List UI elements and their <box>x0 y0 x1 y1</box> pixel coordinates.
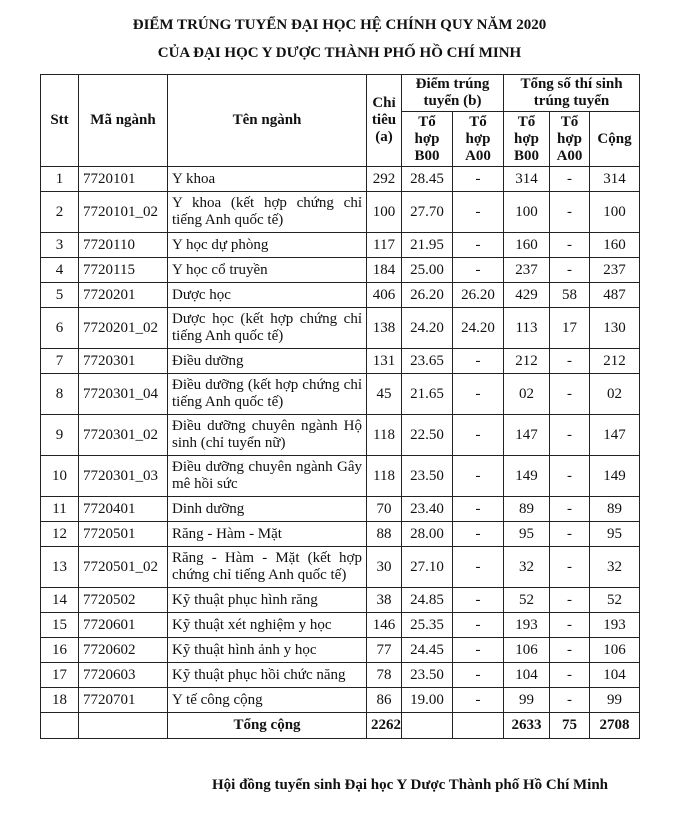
header-score-group: Điểm trúng tuyển (b) <box>402 75 504 112</box>
admitted-total-cell: 149 <box>590 456 640 497</box>
table-row <box>41 349 640 374</box>
admitted-b00-cell: 237 <box>504 258 550 283</box>
score-b00-cell: 23.50 <box>402 456 453 497</box>
admitted-b00-cell: 106 <box>504 638 550 663</box>
score-b00-cell: 19.00 <box>402 688 453 713</box>
header-name: Tên ngành <box>168 75 367 167</box>
table-row <box>41 588 640 613</box>
admitted-total-cell: 100 <box>590 192 640 233</box>
admitted-b00-cell: 212 <box>504 349 550 374</box>
stt-cell: 6 <box>41 308 79 349</box>
admitted-a00-cell: - <box>550 663 590 688</box>
table-row <box>41 167 640 192</box>
score-a00-cell: - <box>453 349 504 374</box>
admitted-total-cell: 160 <box>590 233 640 258</box>
admitted-a00-cell: 17 <box>550 308 590 349</box>
table-row <box>41 233 640 258</box>
admitted-b00-cell: 147 <box>504 415 550 456</box>
total-empty-code <box>79 713 168 739</box>
admitted-a00-cell: - <box>550 374 590 415</box>
admitted-a00-cell: - <box>550 258 590 283</box>
stt-cell: 13 <box>41 547 79 588</box>
name-cell: Kỹ thuật phục hồi chức năng <box>168 663 367 688</box>
admitted-a00-cell: - <box>550 522 590 547</box>
score-a00-cell: - <box>453 167 504 192</box>
admitted-a00-cell: 58 <box>550 283 590 308</box>
admitted-total-cell: 95 <box>590 522 640 547</box>
name-cell: Dược học (kết hợp chứng chỉ tiếng Anh quốc tế) <box>168 308 367 349</box>
admitted-b00-cell: 32 <box>504 547 550 588</box>
stt-cell: 10 <box>41 456 79 497</box>
score-a00-cell: - <box>453 547 504 588</box>
total-label: Tổng cộng <box>168 713 367 739</box>
code-cell: 7720401 <box>79 497 168 522</box>
header-score-a00: Tổ hợp A00 <box>453 112 504 167</box>
admitted-b00-cell: 149 <box>504 456 550 497</box>
name-cell: Y khoa (kết hợp chứng chỉ tiếng Anh quốc tế) <box>168 192 367 233</box>
admitted-a00-cell: - <box>550 547 590 588</box>
score-b00-cell: 23.40 <box>402 497 453 522</box>
admitted-b00-cell: 314 <box>504 167 550 192</box>
admitted-b00-cell: 104 <box>504 663 550 688</box>
header-admitted-group: Tổng số thí sinh trúng tuyển <box>504 75 640 112</box>
score-a00-cell: 24.20 <box>453 308 504 349</box>
admitted-a00-cell: - <box>550 456 590 497</box>
admitted-total-cell: 237 <box>590 258 640 283</box>
score-b00-cell: 28.00 <box>402 522 453 547</box>
name-cell: Kỹ thuật hình ảnh y học <box>168 638 367 663</box>
score-a00-cell: - <box>453 638 504 663</box>
code-cell: 7720502 <box>79 588 168 613</box>
stt-cell: 2 <box>41 192 79 233</box>
stt-cell: 4 <box>41 258 79 283</box>
quota-cell: 86 <box>367 688 402 713</box>
admitted-total-cell: 99 <box>590 688 640 713</box>
admitted-a00-cell: - <box>550 613 590 638</box>
score-a00-cell: - <box>453 374 504 415</box>
name-cell: Y học dự phòng <box>168 233 367 258</box>
code-cell: 7720301_03 <box>79 456 168 497</box>
score-b00-cell: 21.65 <box>402 374 453 415</box>
admitted-total-cell: 130 <box>590 308 640 349</box>
admitted-b00-cell: 100 <box>504 192 550 233</box>
name-cell: Dược học <box>168 283 367 308</box>
total-empty-score-a00 <box>453 713 504 739</box>
admitted-b00-cell: 52 <box>504 588 550 613</box>
admitted-total-cell: 106 <box>590 638 640 663</box>
table-row <box>41 522 640 547</box>
name-cell: Kỹ thuật phục hình răng <box>168 588 367 613</box>
score-a00-cell: - <box>453 688 504 713</box>
admitted-b00-cell: 95 <box>504 522 550 547</box>
score-b00-cell: 24.85 <box>402 588 453 613</box>
table-row <box>41 258 640 283</box>
stt-cell: 3 <box>41 233 79 258</box>
name-cell: Điều dưỡng <box>168 349 367 374</box>
admitted-a00-cell: - <box>550 349 590 374</box>
admitted-a00-cell: - <box>550 638 590 663</box>
code-cell: 7720501_02 <box>79 547 168 588</box>
table-row <box>41 613 640 638</box>
admitted-b00-cell: 89 <box>504 497 550 522</box>
admitted-total-cell: 52 <box>590 588 640 613</box>
admitted-b00-cell: 160 <box>504 233 550 258</box>
admitted-a00-cell: - <box>550 192 590 233</box>
code-cell: 7720501 <box>79 522 168 547</box>
admitted-b00-cell: 02 <box>504 374 550 415</box>
quota-cell: 38 <box>367 588 402 613</box>
total-row <box>41 713 640 739</box>
score-b00-cell: 26.20 <box>402 283 453 308</box>
admitted-b00-cell: 113 <box>504 308 550 349</box>
quota-cell: 406 <box>367 283 402 308</box>
admitted-b00-cell: 429 <box>504 283 550 308</box>
score-a00-cell: - <box>453 456 504 497</box>
admitted-a00-cell: - <box>550 233 590 258</box>
table-row <box>41 192 640 233</box>
quota-cell: 117 <box>367 233 402 258</box>
code-cell: 7720115 <box>79 258 168 283</box>
code-cell: 7720110 <box>79 233 168 258</box>
table-row <box>41 688 640 713</box>
table-row <box>41 547 640 588</box>
stt-cell: 7 <box>41 349 79 374</box>
admitted-b00-cell: 99 <box>504 688 550 713</box>
admitted-total-cell: 89 <box>590 497 640 522</box>
table-row <box>41 456 640 497</box>
code-cell: 7720301_02 <box>79 415 168 456</box>
score-a00-cell: - <box>453 192 504 233</box>
header-admitted-a00: Tổ hợp A00 <box>550 112 590 167</box>
name-cell: Điều dưỡng (kết hợp chứng chỉ tiếng Anh quốc tế) <box>168 374 367 415</box>
table-row <box>41 638 640 663</box>
admitted-total-cell: 32 <box>590 547 640 588</box>
score-b00-cell: 23.65 <box>402 349 453 374</box>
admitted-total-cell: 193 <box>590 613 640 638</box>
score-b00-cell: 21.95 <box>402 233 453 258</box>
code-cell: 7720301 <box>79 349 168 374</box>
score-a00-cell: - <box>453 613 504 638</box>
header-admitted-total: Cộng <box>590 112 640 167</box>
admitted-total-cell: 314 <box>590 167 640 192</box>
score-a00-cell: - <box>453 415 504 456</box>
stt-cell: 15 <box>41 613 79 638</box>
admitted-a00-cell: - <box>550 497 590 522</box>
score-a00-cell: 26.20 <box>453 283 504 308</box>
total-admitted-b00: 2633 <box>504 713 550 739</box>
score-b00-cell: 25.35 <box>402 613 453 638</box>
quota-cell: 292 <box>367 167 402 192</box>
admitted-a00-cell: - <box>550 588 590 613</box>
code-cell: 7720201 <box>79 283 168 308</box>
quota-cell: 138 <box>367 308 402 349</box>
quota-cell: 88 <box>367 522 402 547</box>
name-cell: Điều dưỡng chuyên ngành Gây mê hồi sức <box>168 456 367 497</box>
score-b00-cell: 27.70 <box>402 192 453 233</box>
page-title: ĐIỂM TRÚNG TUYỂN ĐẠI HỌC HỆ CHÍNH QUY NĂM 2020 <box>132 17 547 33</box>
total-empty-score-b00 <box>402 713 453 739</box>
quota-cell: 131 <box>367 349 402 374</box>
table-row <box>41 308 640 349</box>
code-cell: 7720101_02 <box>79 192 168 233</box>
code-cell: 7720601 <box>79 613 168 638</box>
score-b00-cell: 24.45 <box>402 638 453 663</box>
header-admitted-b00: Tổ hợp B00 <box>504 112 550 167</box>
total-quota: 2262 <box>367 713 402 739</box>
table-body <box>41 167 640 739</box>
name-cell: Y học cổ truyền <box>168 258 367 283</box>
header-score-b00: Tổ hợp B00 <box>402 112 453 167</box>
quota-cell: 118 <box>367 456 402 497</box>
code-cell: 7720201_02 <box>79 308 168 349</box>
stt-cell: 8 <box>41 374 79 415</box>
page-subtitle: CỦA ĐẠI HỌC Y DƯỢC THÀNH PHỐ HỒ CHÍ MINH <box>157 45 522 61</box>
code-cell: 7720603 <box>79 663 168 688</box>
name-cell: Răng - Hàm - Mặt <box>168 522 367 547</box>
admitted-total-cell: 212 <box>590 349 640 374</box>
quota-cell: 45 <box>367 374 402 415</box>
score-b00-cell: 27.10 <box>402 547 453 588</box>
admitted-total-cell: 487 <box>590 283 640 308</box>
quota-cell: 100 <box>367 192 402 233</box>
stt-cell: 14 <box>41 588 79 613</box>
header-stt: Stt <box>41 75 79 167</box>
table-row <box>41 374 640 415</box>
score-a00-cell: - <box>453 233 504 258</box>
code-cell: 7720602 <box>79 638 168 663</box>
stt-cell: 18 <box>41 688 79 713</box>
name-cell: Điều dưỡng chuyên ngành Hộ sinh (chỉ tuyển nữ) <box>168 415 367 456</box>
name-cell: Y tế công cộng <box>168 688 367 713</box>
table-row <box>41 663 640 688</box>
admitted-total-cell: 104 <box>590 663 640 688</box>
admitted-total-cell: 02 <box>590 374 640 415</box>
score-a00-cell: - <box>453 663 504 688</box>
table-row <box>41 283 640 308</box>
quota-cell: 77 <box>367 638 402 663</box>
admitted-b00-cell: 193 <box>504 613 550 638</box>
total-admitted-a00: 75 <box>550 713 590 739</box>
table-row <box>41 415 640 456</box>
header-quota: Chỉ tiêu (a) <box>367 75 402 167</box>
quota-cell: 146 <box>367 613 402 638</box>
code-cell: 7720101 <box>79 167 168 192</box>
quota-cell: 78 <box>367 663 402 688</box>
score-a00-cell: - <box>453 588 504 613</box>
admission-table <box>40 74 640 739</box>
admitted-a00-cell: - <box>550 688 590 713</box>
code-cell: 7720301_04 <box>79 374 168 415</box>
score-b00-cell: 22.50 <box>402 415 453 456</box>
quota-cell: 184 <box>367 258 402 283</box>
table-row <box>41 497 640 522</box>
name-cell: Y khoa <box>168 167 367 192</box>
stt-cell: 12 <box>41 522 79 547</box>
quota-cell: 118 <box>367 415 402 456</box>
name-cell: Kỹ thuật xét nghiệm y học <box>168 613 367 638</box>
code-cell: 7720701 <box>79 688 168 713</box>
header-code: Mã ngành <box>79 75 168 167</box>
name-cell: Răng - Hàm - Mặt (kết hợp chứng chỉ tiếng Anh quốc tế) <box>168 547 367 588</box>
score-b00-cell: 25.00 <box>402 258 453 283</box>
signature: Hội đồng tuyển sinh Đại học Y Dược Thành phố Hồ Chí Minh <box>212 777 609 793</box>
quota-cell: 30 <box>367 547 402 588</box>
score-b00-cell: 23.50 <box>402 663 453 688</box>
admitted-a00-cell: - <box>550 167 590 192</box>
admitted-total-cell: 147 <box>590 415 640 456</box>
stt-cell: 17 <box>41 663 79 688</box>
total-empty-stt <box>41 713 79 739</box>
name-cell: Dinh dưỡng <box>168 497 367 522</box>
stt-cell: 16 <box>41 638 79 663</box>
admitted-a00-cell: - <box>550 415 590 456</box>
stt-cell: 1 <box>41 167 79 192</box>
score-a00-cell: - <box>453 497 504 522</box>
score-b00-cell: 28.45 <box>402 167 453 192</box>
stt-cell: 5 <box>41 283 79 308</box>
total-admitted-total: 2708 <box>590 713 640 739</box>
quota-cell: 70 <box>367 497 402 522</box>
stt-cell: 11 <box>41 497 79 522</box>
score-b00-cell: 24.20 <box>402 308 453 349</box>
score-a00-cell: - <box>453 522 504 547</box>
score-a00-cell: - <box>453 258 504 283</box>
stt-cell: 9 <box>41 415 79 456</box>
